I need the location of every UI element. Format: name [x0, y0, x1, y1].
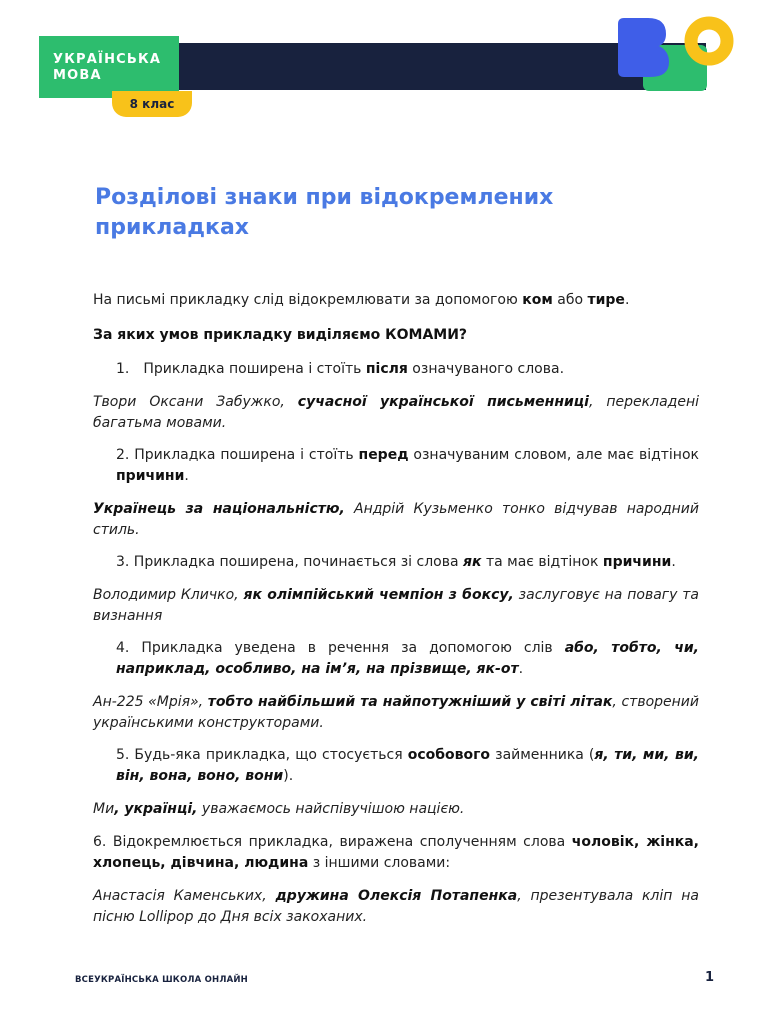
text-run: . — [671, 554, 676, 570]
text-run: або — [552, 292, 588, 308]
subject-badge — [39, 36, 179, 98]
text-run: 5. Будь-яка прикладка, що стосується — [116, 747, 408, 763]
text-run: та має відтінок — [481, 554, 603, 570]
example-sentence — [93, 692, 699, 734]
text-run: Твори Оксани Забужко, — [93, 394, 298, 410]
text-run: 1. Прикладка поширена і стоїть — [116, 361, 366, 377]
emphasis-text: тире — [587, 292, 625, 308]
emphasis-text: або, тобто, чи, наприклад, особливо, на ім’я, на прізвище, як-от — [116, 640, 699, 677]
paragraph — [93, 325, 699, 346]
text-run: . — [518, 661, 524, 677]
example-sentence — [93, 585, 699, 627]
emphasis-text: особового — [407, 747, 491, 763]
emphasis-text: дружина Олексія Потапенка — [275, 888, 518, 904]
text-run: займенника ( — [490, 747, 595, 763]
text-run: 3. Прикладка поширена, починається зі слова — [116, 554, 463, 570]
subject-line-1: УКРАЇНСЬКА — [53, 52, 162, 67]
text-run: ). — [283, 768, 294, 784]
example-sentence — [93, 886, 699, 928]
page-number: 1 — [704, 970, 714, 985]
footer-school-name: ВСЕУКРАЇНСЬКА ШКОЛА ОНЛАЙН — [75, 975, 248, 985]
text-run: . — [624, 292, 630, 308]
paragraph — [93, 290, 699, 311]
text-run: Володимир Кличко, — [93, 587, 244, 603]
logo-yellow-ring — [691, 23, 727, 59]
text-run: Анастасія Каменських, — [93, 888, 276, 904]
subject-line-2: МОВА — [53, 68, 102, 83]
text-run: На письмі прикладку слід відокремлювати за допомогою — [93, 292, 523, 308]
text-run: . — [184, 468, 189, 484]
text-run: означуваним словом, але має відтінок — [408, 447, 699, 463]
text-run: уважаємось найспівучішою нацією. — [197, 801, 465, 817]
example-sentence — [93, 392, 699, 434]
emphasis-text: як — [463, 554, 482, 570]
rule-item — [116, 745, 699, 787]
emphasis-text: причини — [602, 554, 672, 570]
text-run: Ан-225 «Мрія», — [93, 694, 208, 710]
content-body — [93, 278, 699, 928]
emphasis-text: я, ти, ми, ви, він, вона, воно, вони — [116, 747, 699, 784]
rule-item — [116, 638, 699, 680]
text-run: 2. Прикладка поширена і стоїть — [116, 447, 359, 463]
school-logo — [612, 14, 736, 94]
text-run: , презентувала кліп на пісню Lollipop до Дня всіх закоханих. — [93, 888, 699, 925]
emphasis-text: ком — [522, 292, 553, 308]
emphasis-text: , українці, — [114, 801, 198, 817]
page-title: Розділові знаки при відокремлених прикладках — [95, 185, 554, 240]
emphasis-text: сучасної української письменниці — [297, 394, 589, 410]
text-run: 4. Прикладка уведена в речення за допомогою слів — [116, 640, 565, 656]
emphasis-text: Українець за національністю, — [93, 501, 345, 517]
text-run: заслуговує на повагу та визнання — [93, 587, 699, 624]
emphasis-text: як олімпійський чемпіон з боксу, — [243, 587, 514, 603]
rule-item — [116, 552, 699, 573]
rule-item — [116, 445, 699, 487]
paragraph — [93, 832, 699, 874]
example-sentence — [93, 499, 699, 541]
text-run: 6. Відокремлюється прикладка, виражена сполученням слова — [93, 834, 572, 850]
rule-item — [116, 359, 699, 380]
text-run: , перекладені багатьма мовами. — [93, 394, 699, 431]
emphasis-text: після — [365, 361, 408, 377]
text-run: з іншими словами: — [308, 855, 451, 871]
emphasis-text: чоловік, жінка, хлопець, дівчина, людина — [93, 834, 700, 871]
logo-blue-b — [618, 18, 669, 77]
emphasis-text: За яких умов прикладку виділяємо КОМАМИ? — [93, 327, 468, 343]
example-sentence — [93, 799, 699, 820]
emphasis-text: тобто найбільший та найпотужніший у світі літак — [207, 694, 613, 710]
text-run: Андрій Кузьменко тонко відчував народний стиль. — [93, 501, 699, 538]
emphasis-text: перед — [358, 447, 409, 463]
grade-badge: 8 клас — [112, 91, 192, 117]
text-run: , створений українськими конструкторами. — [93, 694, 699, 731]
emphasis-text: причини — [116, 468, 185, 484]
text-run: означуваного слова. — [407, 361, 565, 377]
text-run: Ми — [93, 801, 115, 817]
